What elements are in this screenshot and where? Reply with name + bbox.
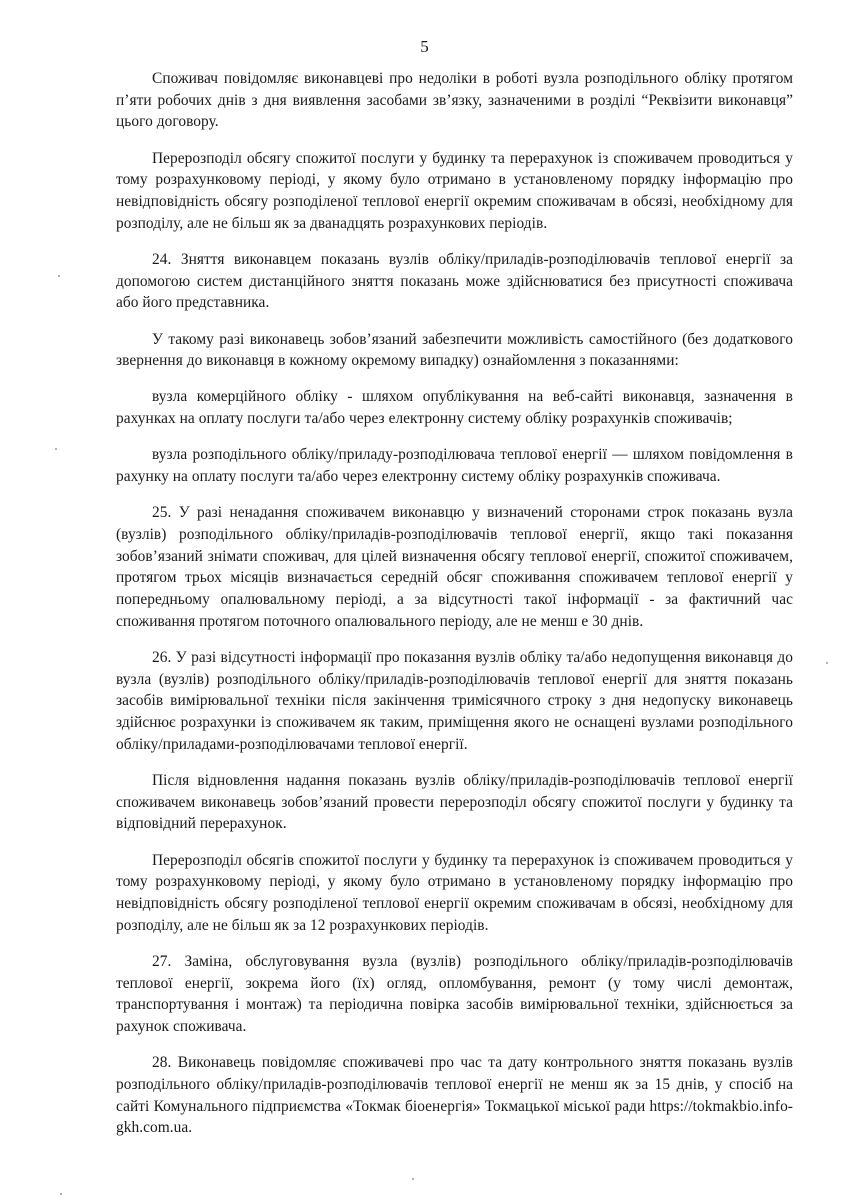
paragraph-clause-26-redistribution: Перерозподіл обсягів спожитої послуги у будинку та перерахунок із споживачем проводиться у тому розрахунковому періоді, у якому було отримано в установленому порядку інформацію про невідповідність обсягу розподіленої теплової енергії окремим споживачам в обсязі, необхідному для розподілу, але не більш як за 12 розрахункових періодів.	[116, 851, 793, 934]
paragraph-redistribution: Перерозподіл обсягу спожитої послуги у будинку та перерахунок із споживачем проводиться у тому розрахунковому періоді, у якому було отримано в установленому порядку інформацію про невідповідність обсягу розподіленої теплової енергії окремим споживачам в обсязі, необхідному для розподілу, але не більш як за дванадцять розрахункових періодів.	[116, 149, 793, 232]
scan-speck	[412, 1178, 414, 1180]
paragraph-clause-24: 24. Зняття виконавцем показань вузлів обліку/приладів-розподілювачів теплової енергії за допомогою систем дистанційного зняття показань може здійснюватися без присутності споживача або його представника.	[116, 250, 793, 312]
paragraph-clause-26-restore: Після відновлення надання показань вузлів обліку/приладів-розподілювачів теплової енергії споживачем виконавець зобов’язаний провести перерозподіл обсягу спожитої послуги у будинку та відповідний перерахунок.	[116, 771, 793, 833]
paragraph-clause-26: 26. У разі відсутності інформації про показання вузлів обліку та/або недопущення виконавця до вузла (вузлів) розподільного обліку/приладів-розподілювачів теплової енергії для зняття показань засобів вимірювальної техніки після закінчення тримісячного строку з дня недопуску виконавець здійснює розрахунки із споживачем як таким, приміщення якого не оснащені вузлами розподільного обліку/приладами-розподілювачами теплової енергії.	[116, 648, 793, 753]
scan-speck	[60, 1193, 62, 1195]
paragraph-consumer-notice: Споживач повідомляє виконавцеві про недоліки в роботі вузла розподільного обліку протягом п’яти робочих днів з дня виявлення засобами зв’язку, зазначеними в розділі “Реквізити виконавця” цього договору.	[116, 70, 793, 131]
paragraph-clause-27: 27. Заміна, обслуговування вузла (вузлів) розподільного обліку/приладів-розподілювачів теплової енергії, зокрема його (їх) огляд, опломбування, ремонт (у тому числі демонтаж, транспортування і монтаж) та періодична повірка засобів вимірювальної техніки, здійснюється за рахунок споживача.	[116, 952, 793, 1036]
scan-speck	[58, 275, 60, 277]
paragraph-clause-28: 28. Виконавець повідомляє споживачеві про час та дату контрольного зняття показань вузлів розподільного обліку/приладів-розподілювачів теплової енергії не менш як за 15 днів, у спосіб на сайті Комунального підприємства «Токмак біоенергія» Токмацької міської ради https://tokmakbio.info-gkh.com.ua.	[116, 1054, 793, 1137]
paragraph-distribution-metering: вузла розподільного обліку/приладу-розподілювача теплової енергії — шляхом повідомлення в рахунку на оплату послуги та/або через електронну систему обліку розрахунків споживача.	[116, 446, 793, 486]
page-number: 5	[420, 37, 429, 56]
scan-speck	[55, 448, 57, 450]
scan-speck	[826, 662, 828, 664]
paragraph-clause-24-obligation: У такому разі виконавець зобов’язаний забезпечити можливість самостійного (без додаткового звернення до виконавця в кожному окремому випадку) ознайомлення з показаннями:	[116, 330, 793, 370]
document-body	[116, 68, 793, 1154]
paragraph-commercial-metering: вузла комерційного обліку - шляхом опублікування на веб-сайті виконавця, зазначення в рахунках на оплату послуги та/або через електронну систему обліку розрахунків споживачів;	[116, 388, 793, 428]
paragraph-clause-25: 25. У разі ненадання споживачем виконавцю у визначений сторонами строк показань вузла (вузлів) розподільного обліку/приладів-розподілювачів теплової енергії, якщо такі показання зобов’язаний знімати споживач, для цілей визначення обсягу теплової енергії, спожитої споживачем, протягом трьох місяців визначається середній обсяг споживання споживачем теплової енергії у попередньому опалювальному періоді, а за відсутності такої інформації - за фактичний час споживання протягом поточного опалювального періоду, але не менш е 30 днів.	[116, 504, 793, 630]
